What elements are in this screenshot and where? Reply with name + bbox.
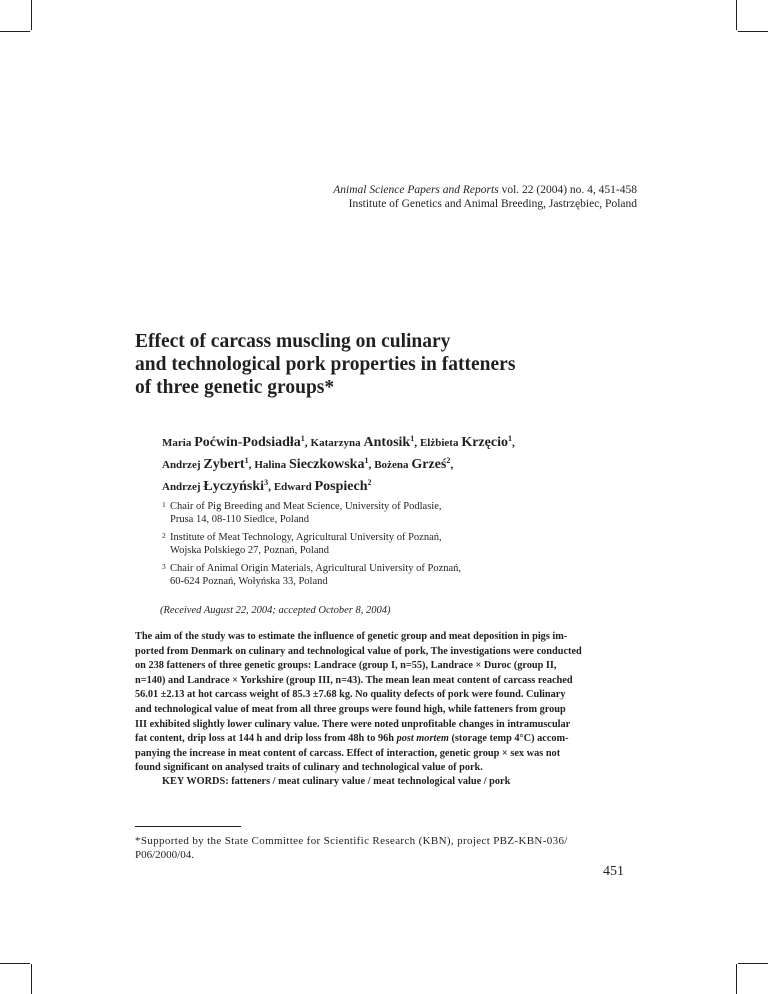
keywords: KEY WORDS: fatteners / meat culinary value / meat technological value / pork (162, 776, 511, 787)
crop-mark (736, 0, 737, 30)
affiliation-line: Wojska Polskiego 27, Poznań, Poland (170, 545, 329, 556)
paper-title (135, 330, 635, 399)
affiliation-line: Prusa 14, 08-110 Siedlce, Poland (170, 514, 310, 525)
abstract-line (135, 732, 635, 747)
author-affil-mark: 1 (244, 456, 249, 465)
author-last-name: Łyczyński (203, 479, 265, 494)
author-first-name: Halina (254, 459, 287, 471)
author-affil-mark: 1 (410, 434, 415, 443)
author-first-name: Edward (273, 481, 312, 493)
author-first-name: Bożena (374, 459, 409, 471)
author-affil-mark: 2 (367, 478, 372, 487)
author-last-name: Zybert (203, 457, 245, 472)
abstract-line: panying the increase in meat content of carcass. Effect of interaction, genetic group × sex was not (135, 747, 561, 759)
author-first-name: Maria (162, 437, 192, 449)
author-line: Andrzej Zybert$^1$, Halina Sieczkowska$^1$, Bożena Grześ$^2$, (162, 456, 454, 472)
affiliation-line: Chair of Pig Breeding and Meat Science, University of Podlasie, (170, 501, 442, 512)
journal-citation (333, 183, 637, 197)
footnote-rule (135, 826, 241, 827)
affiliation-number: 2 (162, 531, 166, 540)
author-first-name: Andrzej (162, 481, 201, 493)
title-line: of three genetic groups* (135, 377, 335, 398)
crop-mark (736, 964, 737, 994)
author-first-name: Katarzyna (310, 437, 361, 449)
abstract-line: n=140) and Landrace × Yorkshire (group III, n=43). The mean lean meat content of carcass reached (135, 674, 573, 686)
affiliation-line: Institute of Meat Technology, Agricultural University of Poznań, (170, 532, 442, 543)
title-line: Effect of carcass muscling on culinary (135, 331, 451, 352)
journal-name: Animal Science Papers and Reports (333, 184, 499, 196)
author-affil-mark: 1 (300, 434, 305, 443)
author-list (162, 432, 632, 498)
abstract-text: fat content, drip loss at 144 h and drip loss from 48h to 96h (135, 733, 397, 745)
author-affil-mark: 3 (264, 478, 269, 487)
footnote (135, 834, 635, 862)
crop-mark (738, 963, 768, 964)
author-last-name: Antosik (363, 435, 411, 450)
abstract-italic-term: post mortem (396, 733, 449, 745)
footnote-line: *Supported by the State Committee for Scientific Research (KBN), project PBZ-KBN-036/ (135, 835, 568, 847)
author-first-name: Elżbieta (419, 437, 459, 449)
affiliation-number: 1 (162, 500, 166, 509)
author-last-name: Krzęcio (461, 435, 508, 450)
author-line: Andrzej Łyczyński$^3$, Edward Pospiech$^2$ (162, 478, 372, 494)
crop-mark (0, 963, 30, 964)
page-number: 451 (603, 864, 624, 879)
abstract-line: The aim of the study was to estimate the influence of genetic group and meat deposition in pigs im- (135, 631, 568, 642)
abstract-text: (storage temp 4°C) accom- (448, 733, 569, 745)
abstract-line: 56.01 ±2.13 at hot carcass weight of 85.3 ±7.68 kg. No quality defects of pork were found. Culinary (135, 689, 566, 701)
author-last-name: Pospiech (314, 479, 368, 494)
title-line: and technological pork properties in fatteners (135, 354, 516, 375)
abstract (135, 630, 635, 776)
journal-header (333, 183, 637, 211)
author-line: Maria Poćwin-Podsiadła$^1$, Katarzyna Antosik$^1$, Elżbieta Krzęcio$^1$, (162, 434, 515, 450)
author-last-name: Poćwin-Podsiadła (194, 435, 301, 450)
author-last-name: Grześ (411, 457, 447, 472)
affiliation (162, 531, 582, 557)
abstract-line: on 238 fatteners of three genetic groups: Landrace (group I, n=55), Landrace × Duroc (group II, (135, 660, 557, 672)
author-affil-mark: 1 (364, 456, 369, 465)
institute: Institute of Genetics and Animal Breeding, Jastrzębiec, Poland (348, 198, 637, 210)
affiliation (162, 500, 582, 526)
crop-mark (0, 31, 30, 32)
crop-mark (31, 964, 32, 994)
abstract-line: III exhibited slightly lower culinary value. There were noted unprofitable changes in intramuscular (135, 718, 571, 730)
abstract-line: found significant on analysed traits of culinary and technological value of pork. (135, 762, 483, 774)
author-affil-mark: 1 (507, 434, 512, 443)
affiliation-line: Chair of Animal Origin Materials, Agricultural University of Poznań, (170, 563, 462, 574)
crop-mark (31, 0, 32, 30)
affiliation-line: 60-624 Poznań, Wołyńska 33, Poland (170, 576, 328, 587)
volume-info: vol. 22 (2004) no. 4, 451-458 (498, 184, 637, 196)
abstract-line: ported from Denmark on culinary and technological value of pork, The investigations were conducted (135, 645, 582, 657)
affiliation-number: 3 (162, 562, 166, 571)
abstract-line: and technological value of meat from all three groups were found high, while fatteners from group (135, 703, 566, 715)
footnote-line: P06/2000/04. (135, 849, 194, 861)
author-last-name: Sieczkowska (289, 457, 365, 472)
affiliation (162, 562, 582, 588)
crop-mark (738, 31, 768, 32)
received-dates: (Received August 22, 2004; accepted October 8, 2004) (160, 605, 391, 616)
author-first-name: Andrzej (162, 459, 201, 471)
author-affil-mark: 2 (446, 456, 451, 465)
